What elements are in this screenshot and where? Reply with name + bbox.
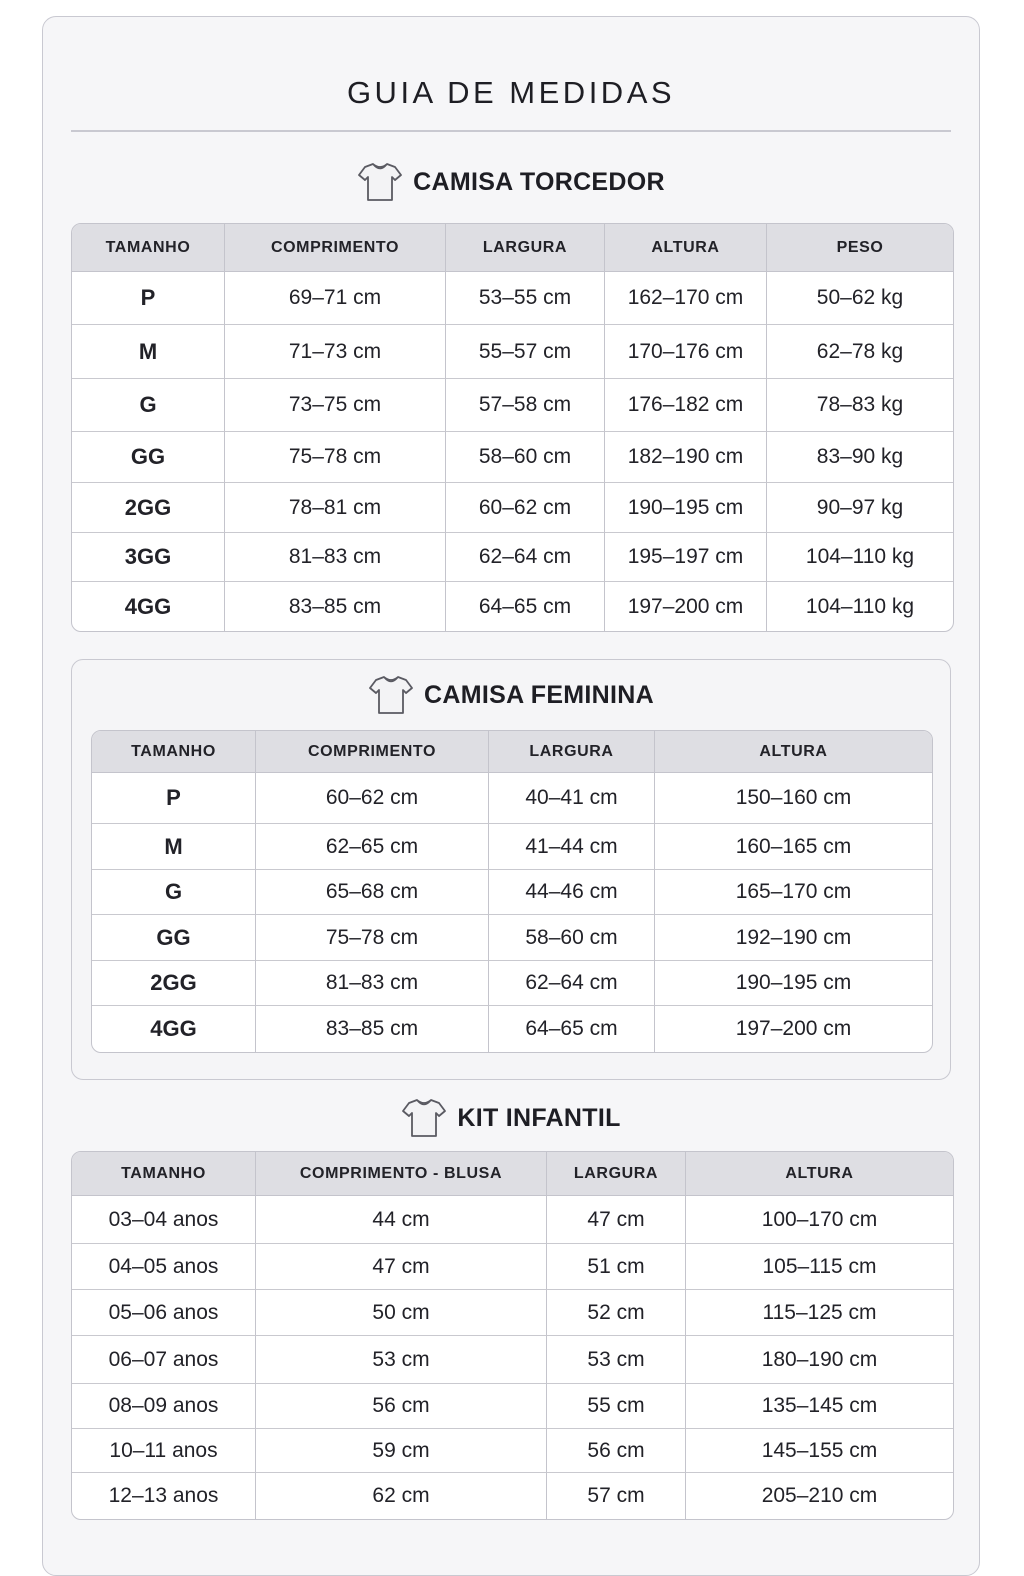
cell-altura: 192–190 cm — [655, 915, 932, 961]
cell-comprimento: 81–83 cm — [225, 533, 446, 582]
cell-largura: 60–62 cm — [446, 483, 605, 533]
cell-altura: 150–160 cm — [655, 773, 932, 824]
cell-size: 04–05 anos — [72, 1244, 256, 1290]
cell-largura: 40–41 cm — [489, 773, 655, 824]
cell-size: GG — [72, 432, 225, 483]
table-row — [92, 773, 932, 824]
table-row — [72, 483, 953, 533]
cell-peso: 83–90 kg — [767, 432, 953, 483]
section-header-camisa-feminina — [43, 673, 979, 717]
cell-largura: 53 cm — [547, 1336, 686, 1384]
cell-largura: 55 cm — [547, 1384, 686, 1429]
cell-largura: 58–60 cm — [446, 432, 605, 483]
cell-comprimento: 53 cm — [256, 1336, 547, 1384]
cell-size: G — [92, 870, 256, 915]
table-row — [72, 1473, 953, 1519]
cell-comprimento: 73–75 cm — [225, 379, 446, 432]
cell-size: 12–13 anos — [72, 1473, 256, 1519]
table-row — [72, 1384, 953, 1429]
table-row — [72, 533, 953, 582]
cell-comprimento: 59 cm — [256, 1429, 547, 1473]
table-row — [72, 582, 953, 631]
cell-largura: 47 cm — [547, 1196, 686, 1244]
cell-size: P — [92, 773, 256, 824]
cell-peso: 62–78 kg — [767, 325, 953, 379]
table-header-row — [72, 1152, 953, 1196]
table-row — [72, 1196, 953, 1244]
cell-peso: 78–83 kg — [767, 379, 953, 432]
cell-comprimento: 50 cm — [256, 1290, 547, 1336]
cell-altura: 170–176 cm — [605, 325, 767, 379]
cell-size: M — [92, 824, 256, 870]
section-title-camisa-feminina: CAMISA FEMININA — [424, 680, 654, 709]
cell-altura: 190–195 cm — [655, 961, 932, 1006]
header-tamanho: TAMANHO — [92, 731, 256, 773]
cell-comprimento: 83–85 cm — [225, 582, 446, 631]
cell-size: 03–04 anos — [72, 1196, 256, 1244]
cell-largura: 64–65 cm — [446, 582, 605, 631]
size-guide-card — [42, 16, 980, 1576]
cell-altura: 180–190 cm — [686, 1336, 953, 1384]
cell-altura: 135–145 cm — [686, 1384, 953, 1429]
cell-altura: 160–165 cm — [655, 824, 932, 870]
cell-largura: 58–60 cm — [489, 915, 655, 961]
table-header-row — [92, 731, 932, 773]
table-row — [72, 272, 953, 325]
cell-largura: 62–64 cm — [489, 961, 655, 1006]
cell-peso: 50–62 kg — [767, 272, 953, 325]
cell-size: 08–09 anos — [72, 1384, 256, 1429]
table-camisa-torcedor — [71, 223, 954, 632]
cell-peso: 104–110 kg — [767, 533, 953, 582]
cell-altura: 182–190 cm — [605, 432, 767, 483]
section-header-camisa-torcedor — [43, 160, 979, 204]
cell-altura: 105–115 cm — [686, 1244, 953, 1290]
header-tamanho: TAMANHO — [72, 224, 225, 272]
cell-comprimento: 69–71 cm — [225, 272, 446, 325]
cell-altura: 115–125 cm — [686, 1290, 953, 1336]
cell-comprimento: 78–81 cm — [225, 483, 446, 533]
cell-peso: 90–97 kg — [767, 483, 953, 533]
cell-altura: 145–155 cm — [686, 1429, 953, 1473]
cell-largura: 56 cm — [547, 1429, 686, 1473]
table-row — [72, 1336, 953, 1384]
cell-size: GG — [92, 915, 256, 961]
cell-altura: 176–182 cm — [605, 379, 767, 432]
header-altura: ALTURA — [605, 224, 767, 272]
cell-largura: 64–65 cm — [489, 1006, 655, 1052]
page-title: GUIA DE MEDIDAS — [346, 75, 676, 110]
cell-size: 06–07 anos — [72, 1336, 256, 1384]
header-largura: LARGURA — [547, 1152, 686, 1196]
cell-largura: 53–55 cm — [446, 272, 605, 325]
shirt-icon — [357, 160, 403, 204]
table-row — [72, 432, 953, 483]
section-title-kit-infantil: KIT INFANTIL — [457, 1103, 621, 1132]
table-row — [92, 824, 932, 870]
section-title-camisa-torcedor: CAMISA TORCEDOR — [413, 167, 665, 196]
cell-largura: 51 cm — [547, 1244, 686, 1290]
cell-largura: 57 cm — [547, 1473, 686, 1519]
cell-altura: 190–195 cm — [605, 483, 767, 533]
header-peso: PESO — [767, 224, 953, 272]
cell-comprimento: 81–83 cm — [256, 961, 489, 1006]
table-row — [72, 1244, 953, 1290]
cell-size: 4GG — [92, 1006, 256, 1052]
header-altura: ALTURA — [655, 731, 932, 773]
table-row — [92, 870, 932, 915]
cell-largura: 62–64 cm — [446, 533, 605, 582]
header-largura: LARGURA — [446, 224, 605, 272]
cell-size: M — [72, 325, 225, 379]
cell-size: 2GG — [72, 483, 225, 533]
cell-size: 10–11 anos — [72, 1429, 256, 1473]
table-kit-infantil — [71, 1151, 954, 1520]
header-comprimento: COMPRIMENTO — [256, 731, 489, 773]
cell-altura: 165–170 cm — [655, 870, 932, 915]
cell-largura: 55–57 cm — [446, 325, 605, 379]
cell-altura: 100–170 cm — [686, 1196, 953, 1244]
table-row — [72, 379, 953, 432]
table-row — [72, 1290, 953, 1336]
cell-comprimento: 62–65 cm — [256, 824, 489, 870]
shirt-icon — [368, 673, 414, 717]
cell-comprimento: 60–62 cm — [256, 773, 489, 824]
header-comprimento: COMPRIMENTO — [225, 224, 446, 272]
cell-comprimento: 83–85 cm — [256, 1006, 489, 1052]
cell-comprimento: 65–68 cm — [256, 870, 489, 915]
header-largura: LARGURA — [489, 731, 655, 773]
table-header-row — [72, 224, 953, 272]
table-row — [72, 1429, 953, 1473]
cell-size: 4GG — [72, 582, 225, 631]
cell-size: G — [72, 379, 225, 432]
shirt-icon — [401, 1096, 447, 1140]
table-row — [92, 915, 932, 961]
table-row — [72, 325, 953, 379]
cell-comprimento: 71–73 cm — [225, 325, 446, 379]
cell-comprimento: 44 cm — [256, 1196, 547, 1244]
cell-comprimento: 75–78 cm — [225, 432, 446, 483]
cell-altura: 197–200 cm — [735, 1017, 852, 1040]
cell-size: 2GG — [92, 961, 256, 1006]
header-tamanho: TAMANHO — [72, 1152, 256, 1196]
header-comprimento-blusa: COMPRIMENTO - BLUSA — [256, 1152, 547, 1196]
cell-comprimento: 56 cm — [256, 1384, 547, 1429]
cell-size: P — [72, 272, 225, 325]
cell-altura: 205–210 cm — [761, 1484, 878, 1507]
cell-size: 05–06 anos — [72, 1290, 256, 1336]
cell-peso: 104–110 kg — [805, 594, 915, 618]
cell-comprimento: 75–78 cm — [256, 915, 489, 961]
cell-altura: 162–170 cm — [605, 272, 767, 325]
header-altura: ALTURA — [686, 1152, 953, 1196]
table-camisa-feminina — [91, 730, 933, 1053]
cell-comprimento: 47 cm — [256, 1244, 547, 1290]
table-row — [92, 961, 932, 1006]
section-header-kit-infantil — [43, 1096, 979, 1140]
cell-largura: 41–44 cm — [489, 824, 655, 870]
cell-altura: 195–197 cm — [605, 533, 767, 582]
cell-altura: 197–200 cm — [605, 582, 767, 631]
table-row — [92, 1006, 932, 1052]
title-divider — [71, 130, 951, 132]
cell-largura: 52 cm — [547, 1290, 686, 1336]
cell-largura: 44–46 cm — [489, 870, 655, 915]
cell-comprimento: 62 cm — [256, 1473, 547, 1519]
cell-size: 3GG — [72, 533, 225, 582]
cell-largura: 57–58 cm — [446, 379, 605, 432]
